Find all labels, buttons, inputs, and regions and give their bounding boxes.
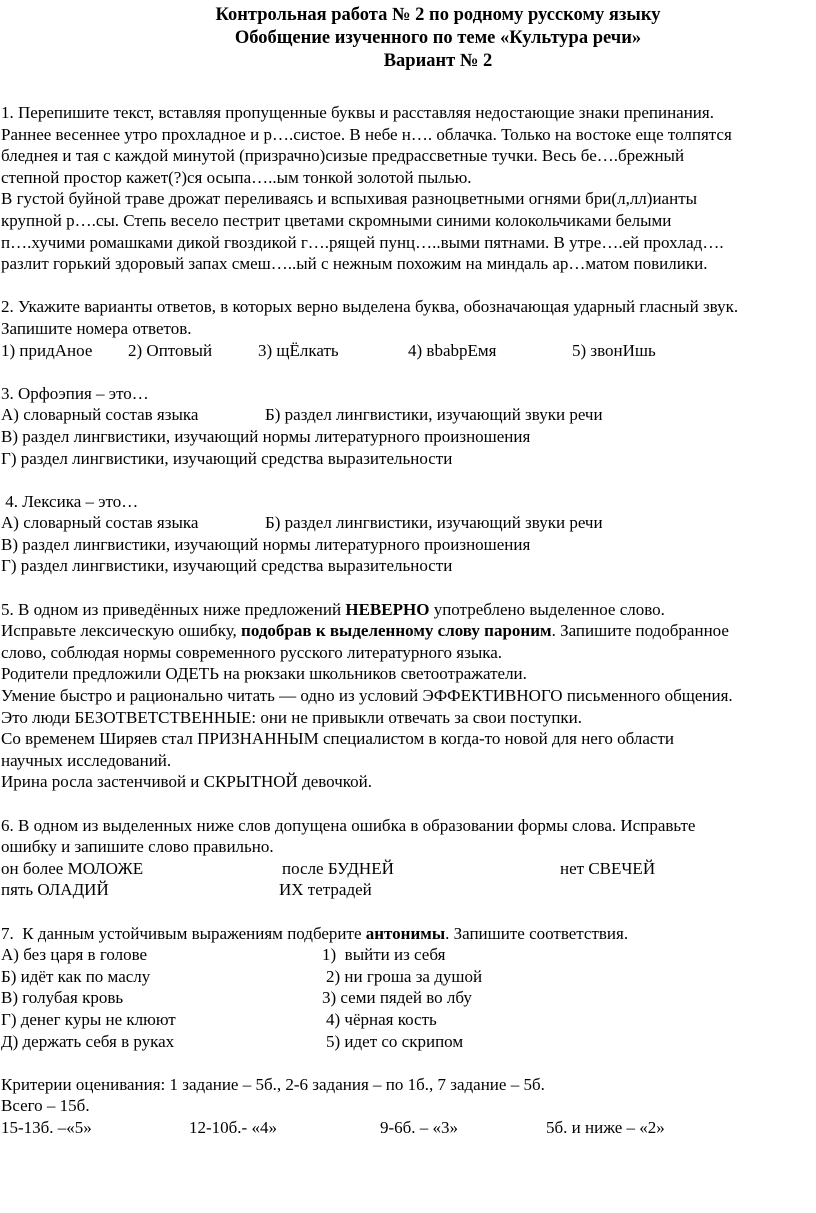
task-7-antonym: 3) семи пядей во лбу	[322, 988, 472, 1008]
task-1-text-line: степной простор кажет(?)ся осыпа…..ым тонкой золотой пылью.	[1, 167, 472, 187]
task-7-emphasis: антонимы	[365, 923, 446, 943]
task-7-antonym: 4) чёрная кость	[326, 1009, 437, 1029]
task-6-word: ИХ тетрадей	[279, 880, 372, 900]
task-5	[1, 599, 815, 793]
task-2-option: 5) звонИшь	[572, 340, 656, 360]
task-2-options	[1, 340, 815, 362]
grade-4: 12-10б.- «4»	[189, 1117, 277, 1137]
task-1-text-line: В густой буйной траве дрожат переливаясь и вспыхивая разноцветными огнями бри(л,лл)ианты	[1, 189, 698, 209]
task-7-idiom: Д) держать себя в руках	[1, 1031, 175, 1051]
tasks	[1, 102, 815, 1139]
task-5-text: . Запишите подобранное	[551, 621, 729, 641]
task-7-antonym: 5) идет со скрипом	[326, 1031, 464, 1051]
task-3-option: Г) раздел лингвистики, изучающий средства выразительности	[1, 448, 453, 468]
task-1	[1, 102, 815, 275]
task-5-sentence: Со временем Ширяев стал ПРИЗНАННЫМ специалистом в когда-то новой для него области	[1, 729, 674, 749]
title-line-1: Контрольная работа № 2 по родному русскому языку	[215, 5, 661, 25]
task-4-option: Г) раздел лингвистики, изучающий средства выразительности	[1, 556, 453, 576]
task-1-text-line: бледнея и тая с каждой минутой (призрачно)сизые предрассветные тучки. Весь бе….брежный	[1, 146, 685, 166]
task-1-text-line: Раннее весеннее утро прохладное и р….систое. В небе н…. облачка. Только на востоке еще толпятся	[1, 124, 732, 144]
task-1-instruction: 1. Перепишите текст, вставляя пропущенные буквы и расставляя недостающие знаки препинания.	[1, 103, 714, 122]
task-5-text: Исправьте лексическую ошибку,	[1, 621, 242, 641]
task-7-pair	[1, 987, 815, 1009]
task-2-option: 3) щЁлкать	[258, 340, 339, 360]
title-line-2: Обобщение изученного по теме «Культура речи»	[234, 28, 642, 48]
task-3-option: В) раздел лингвистики, изучающий нормы литературного произношения	[1, 426, 531, 446]
task-4-question: 4. Лексика – это…	[1, 491, 139, 511]
grade-5: 15-13б. –«5»	[1, 1117, 92, 1137]
task-7-antonym: 2) ни гроша за душой	[326, 966, 483, 986]
grade-scale	[1, 1117, 815, 1139]
task-5-instruction	[1, 599, 815, 621]
task-6-instruction: 6. В одном из выделенных ниже слов допущена ошибка в образовании формы слова. Исправьте	[1, 815, 696, 835]
task-4	[1, 491, 815, 577]
task-3-options-row	[1, 404, 815, 426]
task-2-instruction: 2. Укажите варианты ответов, в которых верно выделена буква, обозначающая ударный гласный звук.	[1, 297, 739, 317]
task-7-antonym: 1) выйти из себя	[322, 945, 446, 965]
task-3-question: 3. Орфоэпия – это…	[1, 383, 149, 403]
task-1-text-line: п….хучими ромашками дикой гвоздикой г….рящей пунц…..выми пятнами. В утре….ей прохлад….	[1, 232, 724, 252]
task-5-sentence: научных исследований.	[1, 750, 172, 770]
task-5-sentence: Родители предложили ОДЕТЬ на рюкзаки школьников светоотражатели.	[1, 664, 527, 684]
task-5-sentence: Это люди БЕЗОТВЕТСТВЕННЫЕ: они не привыкли отвечать за свои поступки.	[1, 707, 583, 727]
task-6-word: пять ОЛАДИЙ	[1, 880, 109, 900]
task-5-text: употреблено выделенное слово.	[429, 599, 665, 619]
task-7-text: 7. К данным устойчивым выражениям подберите	[1, 923, 366, 943]
task-4-option: Б) раздел лингвистики, изучающий звуки речи	[265, 513, 603, 533]
task-6-instruction: ошибку и запишите слово правильно.	[1, 837, 274, 857]
page-title	[60, 4, 816, 73]
task-5-instruction: слово, соблюдая нормы современного русского литературного языка.	[1, 642, 503, 662]
task-7-text: . Запишите соответствия.	[445, 923, 629, 943]
grade-2: 5б. и ниже – «2»	[546, 1117, 665, 1137]
task-1-text-line: крупной р….сы. Степь весело пестрит цветами скромными синими колокольчиками белыми	[1, 210, 672, 230]
task-5-sentence: Ирина росла застенчивой и СКРЫТНОЙ девочкой.	[1, 772, 373, 792]
grade-3: 9-6б. – «3»	[380, 1117, 459, 1137]
task-3-option: А) словарный состав языка	[1, 405, 199, 425]
task-7	[1, 923, 815, 1053]
task-2-instruction: Запишите номера ответов.	[1, 318, 192, 338]
task-4-option: В) раздел лингвистики, изучающий нормы литературного произношения	[1, 534, 531, 554]
task-7-pair	[1, 1031, 815, 1053]
task-5-instruction	[1, 620, 815, 642]
task-2-option: 1) придАное	[1, 340, 93, 360]
task-2-option: 2) Оптовый	[128, 340, 213, 360]
title-line-3: Вариант № 2	[383, 51, 493, 71]
task-6-words-row	[1, 858, 815, 880]
task-1-text-line: разлит горький здоровый запах смеш…..ый с нежным похожим на миндаль ар…матом повилики.	[1, 254, 708, 274]
task-4-options-row	[1, 512, 815, 534]
task-2-option: 4) вbabрЕмя	[408, 340, 497, 360]
criteria-text: Критерии оценивания: 1 задание – 5б., 2-6 задания – по 1б., 7 задание – 5б.	[1, 1074, 545, 1094]
task-6-word: после БУДНЕЙ	[282, 858, 394, 878]
task-7-pair	[1, 966, 815, 988]
task-7-instruction	[1, 923, 815, 945]
task-5-text: 5. В одном из приведённых ниже предложений	[1, 599, 346, 619]
task-6-word: нет СВЕЧЕЙ	[560, 858, 656, 878]
task-7-idiom: В) голубая кровь	[1, 988, 124, 1008]
task-7-idiom: Г) денег куры не клюют	[1, 1009, 176, 1029]
task-4-option: А) словарный состав языка	[1, 513, 199, 533]
task-7-pair	[1, 1009, 815, 1031]
task-7-pair	[1, 944, 815, 966]
task-7-idiom: А) без царя в голове	[1, 945, 148, 965]
task-5-emphasis: подобрав к выделенному слову пароним	[241, 621, 552, 641]
task-3	[1, 383, 815, 469]
task-5-sentence: Умение быстро и рационально читать — одно из условий ЭФФЕКТИВНОГО письменного общения.	[1, 686, 733, 706]
task-5-emphasis: НЕВЕРНО	[345, 599, 430, 619]
task-3-option: Б) раздел лингвистики, изучающий звуки речи	[265, 405, 603, 425]
task-6-words-row	[1, 879, 815, 901]
task-6	[1, 815, 815, 901]
criteria-total: Всего – 15б.	[1, 1096, 90, 1116]
task-6-word: он более МОЛОЖЕ	[1, 858, 144, 878]
grading-criteria	[1, 1074, 815, 1139]
task-7-idiom: Б) идёт как по маслу	[1, 966, 151, 986]
task-2	[1, 296, 815, 361]
